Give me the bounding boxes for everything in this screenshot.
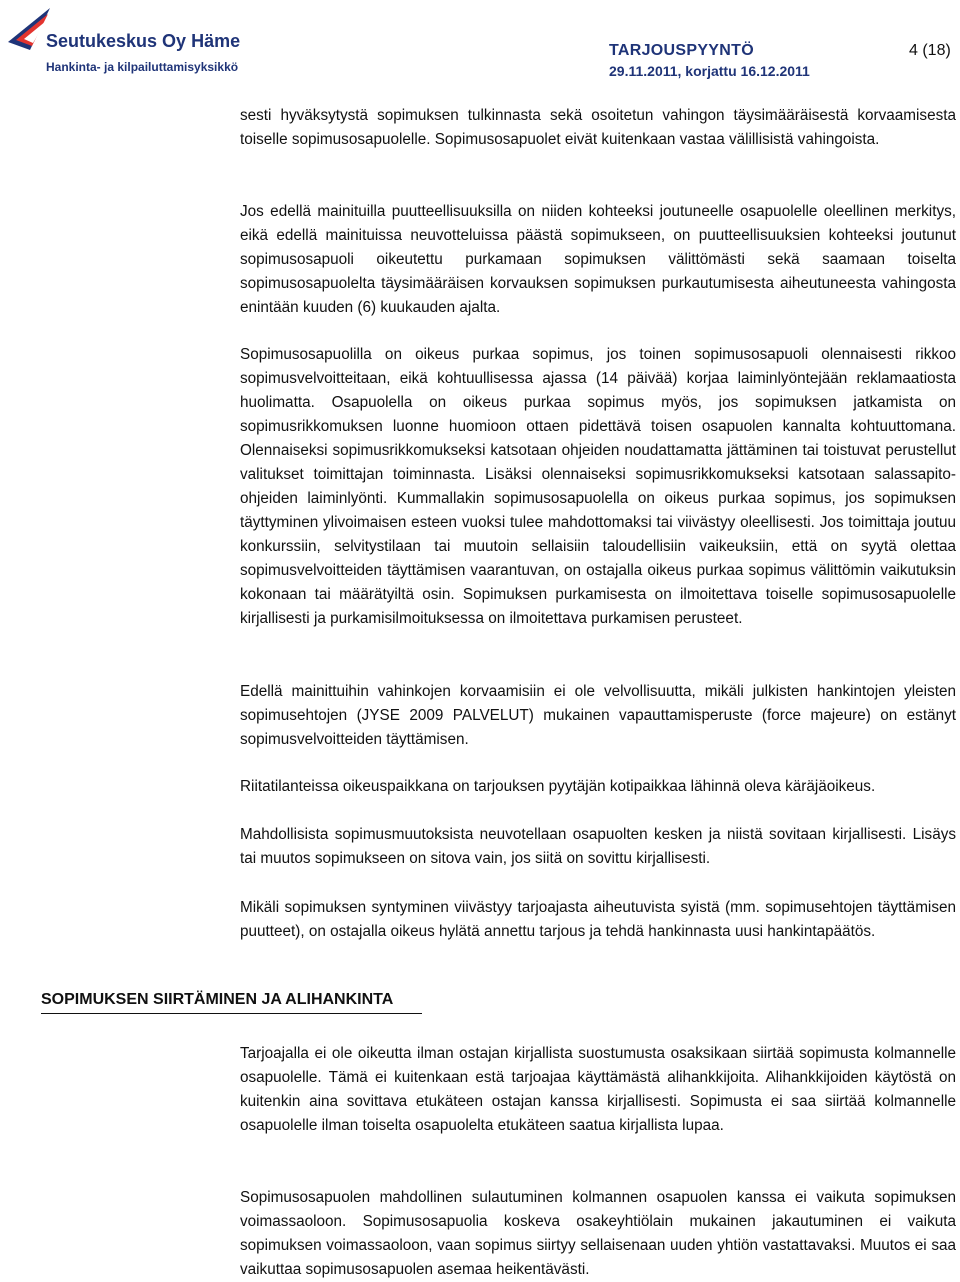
org-name: Seutukeskus Oy Häme: [46, 31, 241, 51]
document-title: TARJOUSPYYNTÖ: [609, 42, 754, 59]
paragraph-defects: Jos edellä mainituilla puutteellisuuksilla on niiden kohteeksi joutuneelle osapuolelle oleellinen merkitys, eikä edellä mainituissa neuvotteluissa päästä sopimukseen, on puutteellisuuksien kohteeksi joutunut sopimusosapuoli oikeutettu purkamaan sopimuksen välittömästi sekä saamaan toiselta sopimusosapuolelta täysimääräisen korvauksen sopimuksen purkautumisesta aiheutuneesta vahingosta enintään kuuden (6) kuukauden ajalta.: [240, 203, 956, 316]
org-subtitle: Hankinta- ja kilpailuttamisyksikkö: [46, 60, 239, 74]
document-date: 29.11.2011, korjattu 16.12.2011: [609, 63, 810, 79]
paragraph-delay: Mikäli sopimuksen syntyminen viivästyy tarjoajasta aiheutuvista syistä (mm. sopimusehtojen täyttämisen puutteet), on ostajalla oikeus hylätä annettu tarjous ja tehdä hankinnasta uusi hankintapäätös.: [240, 899, 956, 940]
paragraph-assignment: Tarjoajalla ei ole oikeutta ilman ostajan kirjallista suostumusta osaksikaan siirtää sopimusta kolmannelle osapuolelle. Tämä ei kuitenkaan estä tarjoajaa käyttämästä alihankkijoita. Alihankkijoiden käytöstä on kuitenkin aina sovittava etukäteen ostajan kanssa kirjallisesti. Sopimusta ei saa siirtää kolmannelle osapuolelle ilman toiselta osapuolelta etukäteen saatua kirjallista lupaa.: [240, 1045, 956, 1134]
page-number: 4 (18): [909, 42, 951, 59]
paragraph-merger: Sopimusosapuolen mahdollinen sulautuminen kolmannen osapuolen kanssa ei vaikuta sopimuksen voimassaoloon. Sopimusosapuolia koskeva osakeyhtiölain mukainen jakautuminen ei vaikuta sopimuksen voimassaoloon, vaan sopimus siirtyy sellaisenaan uuden yhtiön vastattavaksi. Muutos ei saa vaikuttaa sopimusosapuolen asemaa heikentävästi.: [240, 1189, 956, 1278]
paragraph-jurisdiction: Riitatilanteissa oikeuspaikkana on tarjouksen pyytäjän kotipaikkaa lähinnä oleva käräjäoikeus.: [240, 778, 876, 795]
page-header: [0, 0, 960, 85]
paragraph-termination: Sopimusosapuolilla on oikeus purkaa sopimus, jos toinen sopimusosapuoli olennaisesti rikkoo sopimusvelvoitteitaan, eikä kohtuullisessa ajassa (14 päivää) korjaa laiminlyöntejään reklamaatiosta huolimatta. Osapuolella on oikeus purkaa sopimus myös, jos sopimuksen jatkamista on sopimusrikkomuksen luonne huomioon ottaen pidettävä toisen osapuolen kannalta kohtuuttomana. Olennaiseksi sopimusrikkomukseksi katsotaan ohjeiden noudattamatta jättäminen tai toistuvat perustellut valitukset toimittajan toiminnasta. Lisäksi olennaiseksi sopimusrikkomukseksi katsotaan salassapito-ohjeiden laiminlyönti. Kummallakin sopimusosapuolella on oikeus purkaa sopimus, jos sopimuksen täyttyminen ylivoimaisen esteen vuoksi tulee mahdottomaksi tai viivästyy oleellisesti. Jos toimittaja joutuu konkurssiin, selvitystilaan tai muutoin sellaisiin taloudellisiin vaikeuksiin, että on syytä olettaa sopimusvelvoitteiden täyttämisen vaarantuvan, on ostajalla oikeus purkaa sopimus välittömin vaikutuksin kokonaan tai määrätyiltä osin. Sopimuksen purkamisesta on ilmoitettava toiselle sopimusosapuolelle kirjallisesti ja purkamisilmoituksessa on ilmoitettava purkamisen perusteet.: [240, 346, 956, 627]
paragraph-force-majeure: Edellä mainittuihin vahinkojen korvaamisiin ei ole velvollisuutta, mikäli julkisten hankintojen yleisten sopimusehtojen (JYSE 2009 PALVELUT) mukainen vapauttamisperuste (force majeure) on estänyt sopimusvelvoitteiden täyttämisen.: [240, 683, 956, 748]
section-heading: SOPIMUKSEN SIIRTÄMINEN JA ALIHANKINTA: [41, 988, 422, 1014]
paragraph-damages: sesti hyväksytystä sopimuksen tulkinnasta sekä osoitetun vahingon täysimääräisestä korvaamisesta toiselle sopimusosapuolelle. Sopimusosapuolet eivät kuitenkaan vastaa välillisistä vahingoista.: [240, 107, 956, 148]
paragraph-amendments: Mahdollisista sopimusmuutoksista neuvotellaan osapuolten kesken ja niistä sovitaan kirjallisesti. Lisäys tai muutos sopimukseen on sitova vain, jos siitä on sovittu kirjallisesti.: [240, 826, 956, 867]
